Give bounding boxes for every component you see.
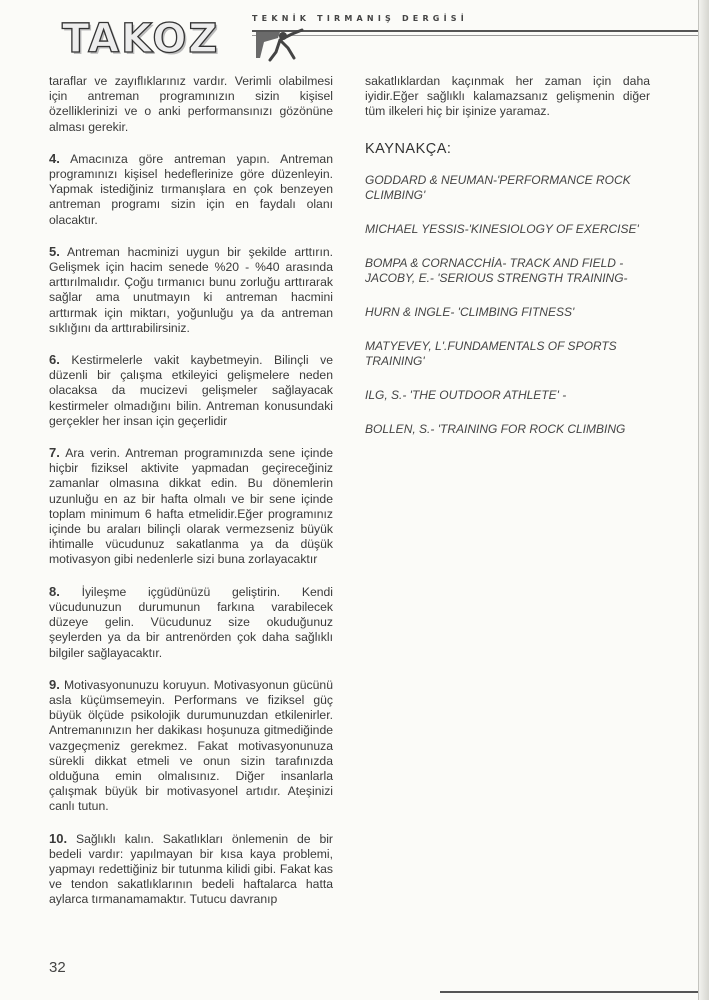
numbered-paragraph [49, 74, 333, 135]
paragraph-number: 8. [49, 583, 60, 599]
reference-item: MATYEVEY, L'.FUNDAMENTALS OF SPORTS TRAINING' [365, 338, 617, 368]
paragraph-number: 6. [49, 352, 60, 368]
numbered-paragraph [49, 584, 333, 661]
paragraph-text: taraflar ve zayıflıklarınız vardır. Verimli olabilmesi için antreman programınızın sizin kişisel özelliklerinizi ve o anki performansınızı gözönüne alması gerekir. [49, 74, 333, 134]
scan-edge [699, 0, 709, 1000]
magazine-header [0, 0, 709, 70]
reference-item: BOLLEN, S.- 'TRAINING FOR ROCK CLIMBING [365, 421, 626, 436]
paragraph-number: 10. [49, 830, 68, 846]
reference-item: GODDARD & NEUMAN-'PERFORMANCE ROCK CLIMBING' [365, 172, 631, 202]
reference-item: MICHAEL YESSIS-'KINESIOLOGY OF EXERCISE' [365, 221, 639, 236]
paragraph-text: Ara verin. Antreman programınızda sene içinde hiçbir fiziksel aktivite yapmadan geçireceğiniz zamanlar olmasına dikkat edin. Bu dönemlerin uzunluğu en az bir hafta olmalı ve bir sene içinde toplam minimum 6 hafta etmelidir.Eğer programınız içinde bu araları bilinçli olarak vermezseniz büyük ihtimalle vücudunuz sakatlanma ya da düşük motivasyon gibi nedenlerle sizi buna zorlayacaktır [49, 446, 334, 567]
numbered-paragraph [49, 677, 333, 815]
left-column [49, 74, 333, 924]
numbered-paragraph [49, 151, 333, 228]
page-number: 32 [49, 959, 66, 976]
paragraph-number: 7. [49, 445, 60, 461]
page-bottom-rule [440, 991, 709, 993]
climber-icon [250, 28, 306, 64]
paragraph-text: Antreman hacminizi uygun bir şekilde arttırın. Gelişmek için hacim senede %20 - %40 arasında arttırılmalıdır. Çoğu tırmanıcı bunu zorluğu arttırarak sağlar ama unutmayın ki antreman hacmini arttırmak için miktarı, yoğunluğu ya da antreman sıklığını da arttırabilirsiniz. [49, 244, 334, 335]
paragraph-number: 5. [49, 243, 60, 259]
takoz-logo: TAKOZ [62, 16, 220, 62]
reference-item: BOMPA & CORNACCHİA- TRACK AND FIELD - JACOBY, E.- 'SERIOUS STRENGTH TRAINING- [365, 255, 628, 285]
numbered-paragraph [49, 244, 333, 336]
numbered-paragraph [49, 445, 333, 568]
paragraph-text: Kestirmelerle vakit kaybetmeyin. Bilinçli ve düzenli bir çalışma etkileyici gelişmelere neden olacaksa da mucizevi gelişmeler sağlayacak kestirmeler olmadığını bilin. Antreman konusundaki gerçekler her insan için geçerlidir [49, 353, 334, 428]
header-rule-thin [252, 35, 698, 36]
paragraph-text: Motivasyonunuzu koruyun. Motivasyonun gücünü asla küçümsemeyin. Performans ve fiziksel güç büyük ölçüde psikolojik durumunuzdan etkilenirler. Antremanınızın her dakikası hoşunuza gitmediğinde vazgeçmeniz gerekmez. Fakat motivasyonunuza sürekli dikkat etmeli ve onun sizin tarafınızda olduğuna emin olmalısınız. Diğer insanlarla çalışmak büyük bir motivasyonel artıdır. Ateşinizi canlı tutun. [49, 677, 333, 814]
right-column [365, 74, 650, 456]
paragraph-text: Amacınıza göre antreman yapın. Antreman programınızı kişisel hedeflerinize göre düzenleyin. Yapmak istediğiniz tırmanışlara en çok benzeyen antreman programı sizin için en faydalı olanı olacaktır. [49, 151, 333, 227]
continued-paragraph: sakatlıklardan kaçınmak her zaman için daha iyidir.Eğer sağlıklı kalamazsanız gelişmenin diğer tüm ilkeleri hiç bir işinize yaramaz. [365, 74, 650, 119]
header-rule [252, 30, 698, 32]
paragraph-number: 9. [49, 676, 60, 692]
numbered-paragraph [49, 352, 333, 429]
reference-item: HURN & INGLE- 'CLIMBING FITNESS' [365, 304, 575, 319]
numbered-paragraph [49, 831, 333, 908]
paragraph-text: İyileşme içgüdünüzü geliştirin. Kendi vücudunuzun durumunun farkına varabilecek düzeye gelin. Vücudunuz size okuduğunuz şeylerden ya da bir antrenörden çok daha sağlıklı bilgiler sağlayacaktır. [49, 584, 333, 660]
references-heading: KAYNAKÇA: [365, 140, 452, 157]
paragraph-text: Sağlıklı kalın. Sakatlıkları önlemenin de bir bedeli vardır: yapılmayan bir kısa kaya problemi, yapmayı redettiğiniz bir tutunma kilidi gibi. Fakat kas ve tendon sakatlıklarının bedeli haftalarca hatta aylarca tırmanamamaktır. Tutucu davranıp [49, 831, 333, 907]
references-list [365, 173, 650, 437]
paragraph-number: 4. [49, 150, 60, 166]
magazine-tagline: TEKNİK TIRMANIŞ DERGİSİ [252, 14, 468, 23]
reference-item: ILG, S.- 'THE OUTDOOR ATHLETE' - [365, 387, 567, 402]
